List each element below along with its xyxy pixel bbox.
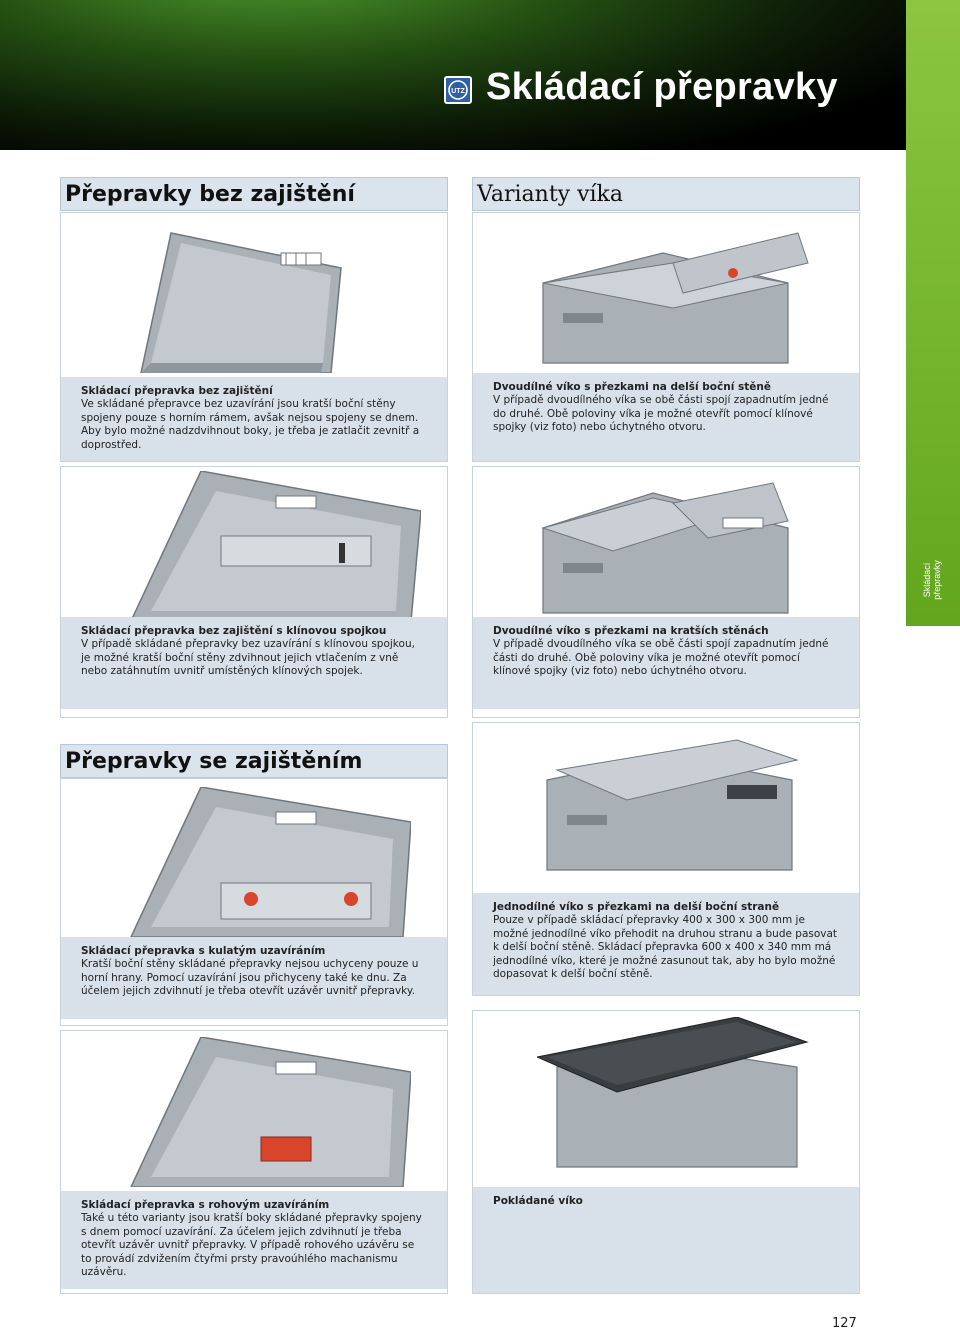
- crate-photo: [121, 787, 411, 937]
- panel-title: Jednodílné víko s přezkami na delší boční straně: [493, 901, 780, 913]
- product-panel-two-part-lid-long-side: [472, 212, 860, 462]
- panel-title: Skládací přepravka s rohovým uzavíráním: [81, 1199, 330, 1211]
- lid-photo: [537, 1017, 817, 1177]
- product-panel-laid-lid: [472, 1010, 860, 1294]
- panel-body: V případě dvoudílného víka se obě části spojí zapadnutím jedné části do druhé. Obě poloviny víka je možné otevřít pomocí klínové spojky (viz foto) nebo úchytného otvoru.: [493, 638, 829, 678]
- lid-photo: [533, 473, 803, 618]
- svg-text:UTZ: UTZ: [451, 88, 465, 95]
- panel-title: Skládací přepravka bez zajištění: [81, 385, 273, 397]
- panel-title: Skládací přepravka bez zajištění s klínovou spojkou: [81, 625, 387, 637]
- panel-body: V případě dvoudílného víka se obě části spojí zapadnutím jedné do druhé. Obě poloviny víka je možné otevřít pomocí klínové spojky (viz foto) nebo úchytného otvoru.: [493, 394, 829, 434]
- product-panel-crate-round-lock: [60, 778, 448, 1026]
- panel-body: V případě skládané přepravky bez uzavírání s klínovou spojkou, je možné kratší boční stěny zdvihnout jejich vtlačením z vně nebo zatáhnutím uvnitř umístěných klínových spojek.: [81, 638, 415, 678]
- product-panel-crate-corner-lock: [60, 1030, 448, 1294]
- crate-photo: [121, 1037, 411, 1187]
- lid-photo: [533, 223, 813, 373]
- section-title-lid-variants: Varianty víka: [472, 177, 860, 211]
- panel-body: Také u této varianty jsou kratší boky skládané přepravky spojeny s dnem pomocí uzavírání. Za účelem jejich zdvihnutí je třeba otevřít uzávěr uvnitř přepravky. V případě rohového uzávěru se to provádí zdvižením čtyřmi prsty pravoúhlého machanismu uzávěru.: [81, 1212, 422, 1279]
- section-title-with-lock: Přepravky se zajištěním: [60, 744, 448, 778]
- lid-photo: [537, 735, 807, 885]
- product-panel-crate-without-lock: [60, 212, 448, 462]
- crate-photo: [121, 223, 391, 373]
- panel-body: Ve skládané přepravce bez uzavírání jsou kratší boční stěny spojeny pouze s horním rámem, avšak nejsou spojeny se dnem. Aby bylo možné nadzdvihnout boky, je třeba je zatlačit zevnitř a doprostřed.: [81, 398, 420, 451]
- panel-body: Kratší boční stěny skládané přepravky nejsou uchyceny pouze u horní hrany. Pomocí uzavírání jsou přichyceny také ke dnu. Za účelem jejich zdvihnutí je třeba otevřít uzávěr uvnitř přepravky.: [81, 958, 419, 998]
- section-title-without-lock: Přepravky bez zajištění: [60, 177, 448, 211]
- product-panel-crate-wedge-coupling: [60, 466, 448, 718]
- page-title: Skládací přepravky: [486, 66, 838, 108]
- page-number: 127: [832, 1316, 857, 1331]
- panel-body: Pouze v případě skládací přepravky 400 x 300 x 300 mm je možné jednodílné víko přehodit na druhou stranu a bude pasovat k delší boční stěně. Skládací přepravka 600 x 400 x 340 mm má jednodílné víko, které je možné zasunout tak, aby ho bylo možné dopasovat k delší boční stěně.: [493, 914, 838, 981]
- product-panel-one-part-lid: [472, 722, 860, 996]
- chapter-side-tab[interactable]: [906, 0, 960, 626]
- chapter-side-tab-label: Skládací přepravky: [922, 560, 942, 600]
- product-panel-two-part-lid-short-side: [472, 466, 860, 718]
- panel-title: Skládací přepravka s kulatým uzavíráním: [81, 945, 326, 957]
- panel-title: Pokládané víko: [493, 1195, 583, 1207]
- crate-photo: [121, 471, 421, 621]
- panel-title: Dvoudílné víko s přezkami na delší boční stěně: [493, 381, 771, 393]
- panel-title: Dvoudílné víko s přezkami na kratších stěnách: [493, 625, 769, 637]
- brand-logo-icon: [444, 76, 472, 104]
